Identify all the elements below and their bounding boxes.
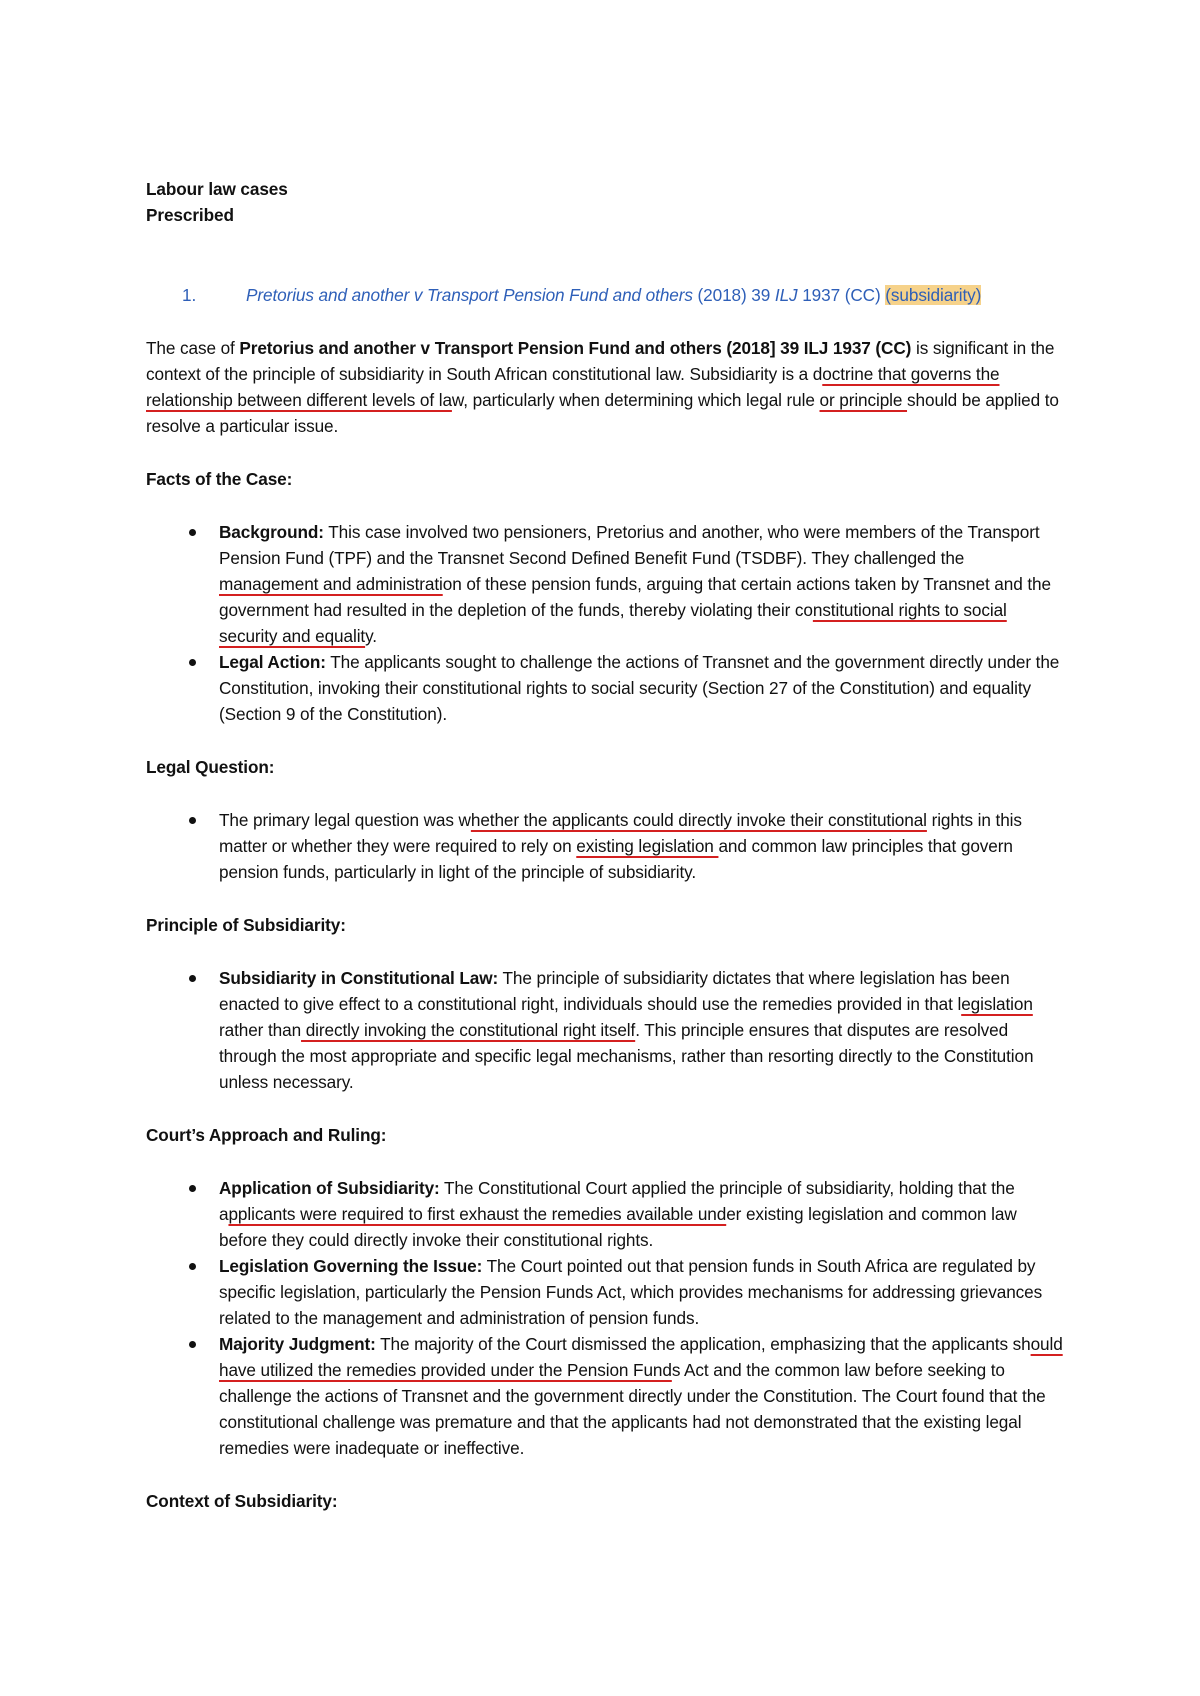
bullet-label: Subsidiarity in Constitutional Law: [219, 968, 499, 988]
intro-text-3: w, particularly when determining which legal rule [451, 390, 820, 410]
bullet-text: The Court pointed out that pension funds in South Africa are regulated by specific legislation, particularly the Pension Funds Act, which provides mechanisms for addressing grievances related to the management and administration of pension funds. [219, 1256, 1043, 1328]
case-number: 1. [182, 285, 197, 305]
bullet-text: on of these pension funds, arguing that certain actions taken by Transnet and the government had resulted in the depletion of the funds, thereby violating their co [219, 574, 1051, 620]
bullet-item [146, 1175, 1066, 1253]
approach-list [146, 1175, 1066, 1461]
bullet-item [146, 1331, 1066, 1461]
bullet-text: The principle of subsidiarity dictates that where legislation has been enacted to give effect to a constitutional right, individuals should use the remedies provided in that l [219, 968, 1010, 1014]
intro-text-1: The case of [146, 338, 240, 358]
bullet-dot-icon [189, 1185, 196, 1192]
bullet-label: Background: [219, 522, 324, 542]
context-heading: Context of Subsidiarity: [146, 1491, 338, 1511]
document-title: Labour law cases [146, 179, 288, 199]
case-citation-b: 1937 (CC) [797, 285, 886, 305]
bullet-dot-icon [189, 529, 196, 536]
document-body [146, 176, 1066, 1541]
bullet-text: s Act and the common law before seeking to challenge the actions of Transnet and the government directly under the Constitution. The Court found that the constitutional challenge was premature and that the applicants had not demonstrated that the existing legal remedies were inadequate or ineffective. [219, 1360, 1046, 1458]
document-subtitle: Prescribed [146, 205, 234, 225]
bullet-text: er existing legislation and common law before they could directly invoke their constitutional rights. [219, 1204, 1017, 1250]
question-heading: Legal Question: [146, 757, 275, 777]
bullet-dot-icon [189, 817, 196, 824]
bullet-item [146, 807, 1066, 885]
bullet-text: . This principle ensures that disputes are resolved through the most appropriate and specific legal mechanisms, rather than resorting directly to the Constitution unless necessary. [219, 1020, 1034, 1092]
bullet-dot-icon [189, 975, 196, 982]
bullet-text: This case involved two pensioners, Pretorius and another, who were members of the Transport Pension Fund (TPF) and the Transnet Second Defined Benefit Fund (TSDBF). They challenged the [219, 522, 1040, 568]
intro-underline-1: octrine that governs the relationship between different levels of la [146, 364, 1000, 410]
bullet-dot-icon [189, 659, 196, 666]
facts-list [146, 519, 1066, 727]
bullet-dot-icon [189, 1341, 196, 1348]
bullet-label: Application of Subsidiarity: [219, 1178, 440, 1198]
bullet-dot-icon [189, 1263, 196, 1270]
intro-underline-2: or principle [819, 390, 908, 410]
principle-list [146, 965, 1066, 1095]
bullet-text: rather than [219, 1020, 302, 1040]
case-citation-a: (2018) 39 [697, 285, 775, 305]
bullet-underline: management and administrati [219, 574, 443, 594]
intro-case-name: Pretorius and another v Transport Pension Fund and others (2018] 39 ILJ 1937 (CC) [239, 338, 912, 358]
facts-heading: Facts of the Case: [146, 469, 293, 489]
bullet-text: The applicants sought to challenge the actions of Transnet and the government directly under the Constitution, invoking their constitutional rights to social security (Section 27 of the Constitution) and equality (Section 9 of the Constitution). [219, 652, 1060, 724]
question-list [146, 807, 1066, 885]
bullet-text: rights in this matter or whether they were required to rely on [219, 810, 1022, 856]
bullet-item [146, 965, 1066, 1095]
bullet-text: The Constitutional Court applied the principle of subsidiarity, holding that the a [219, 1178, 1015, 1224]
case-heading [146, 282, 1066, 308]
case-title: Pretorius and another v Transport Pension Fund and others [246, 285, 693, 305]
bullet-label: Legislation Governing the Issue: [219, 1256, 483, 1276]
bullet-text: y. [365, 626, 377, 646]
bullet-text: The majority of the Court dismissed the application, emphasizing that the applicants sh [375, 1334, 1031, 1354]
bullet-label: Majority Judgment: [219, 1334, 376, 1354]
bullet-underline: egislation [961, 994, 1033, 1014]
bullet-underline: ould have utilized the remedies provided under the Pension Fund [219, 1334, 1063, 1380]
case-tag-highlight: (subsidiarity) [885, 285, 982, 305]
bullet-underline: nstitutional rights to social security and equalit [219, 600, 1007, 646]
bullet-underline: pplicants were required to first exhaust the remedies available und [228, 1204, 727, 1224]
intro-text-2: is significant in the context of the principle of subsidiarity in South African constitutional law. Subsidiarity is a d [146, 338, 1055, 384]
bullet-label: Legal Action: [219, 652, 326, 672]
intro-paragraph [146, 335, 1066, 439]
case-citation-ilj: ILJ [774, 285, 798, 305]
bullet-text: The primary legal question was w [219, 810, 471, 830]
bullet-text: and common law principles that govern pension funds, particularly in light of the principle of subsidiarity. [219, 836, 1013, 882]
bullet-item [146, 519, 1066, 649]
principle-heading: Principle of Subsidiarity: [146, 915, 346, 935]
bullet-underline: hether the applicants could directly invoke their constitutional [470, 810, 927, 830]
bullet-underline: existing legislation [576, 836, 719, 856]
bullet-item [146, 1253, 1066, 1331]
approach-heading: Court’s Approach and Ruling: [146, 1125, 387, 1145]
intro-text-4: should be applied to resolve a particular issue. [146, 390, 1059, 436]
bullet-underline: directly invoking the constitutional right itself [301, 1020, 636, 1040]
bullet-item [146, 649, 1066, 727]
